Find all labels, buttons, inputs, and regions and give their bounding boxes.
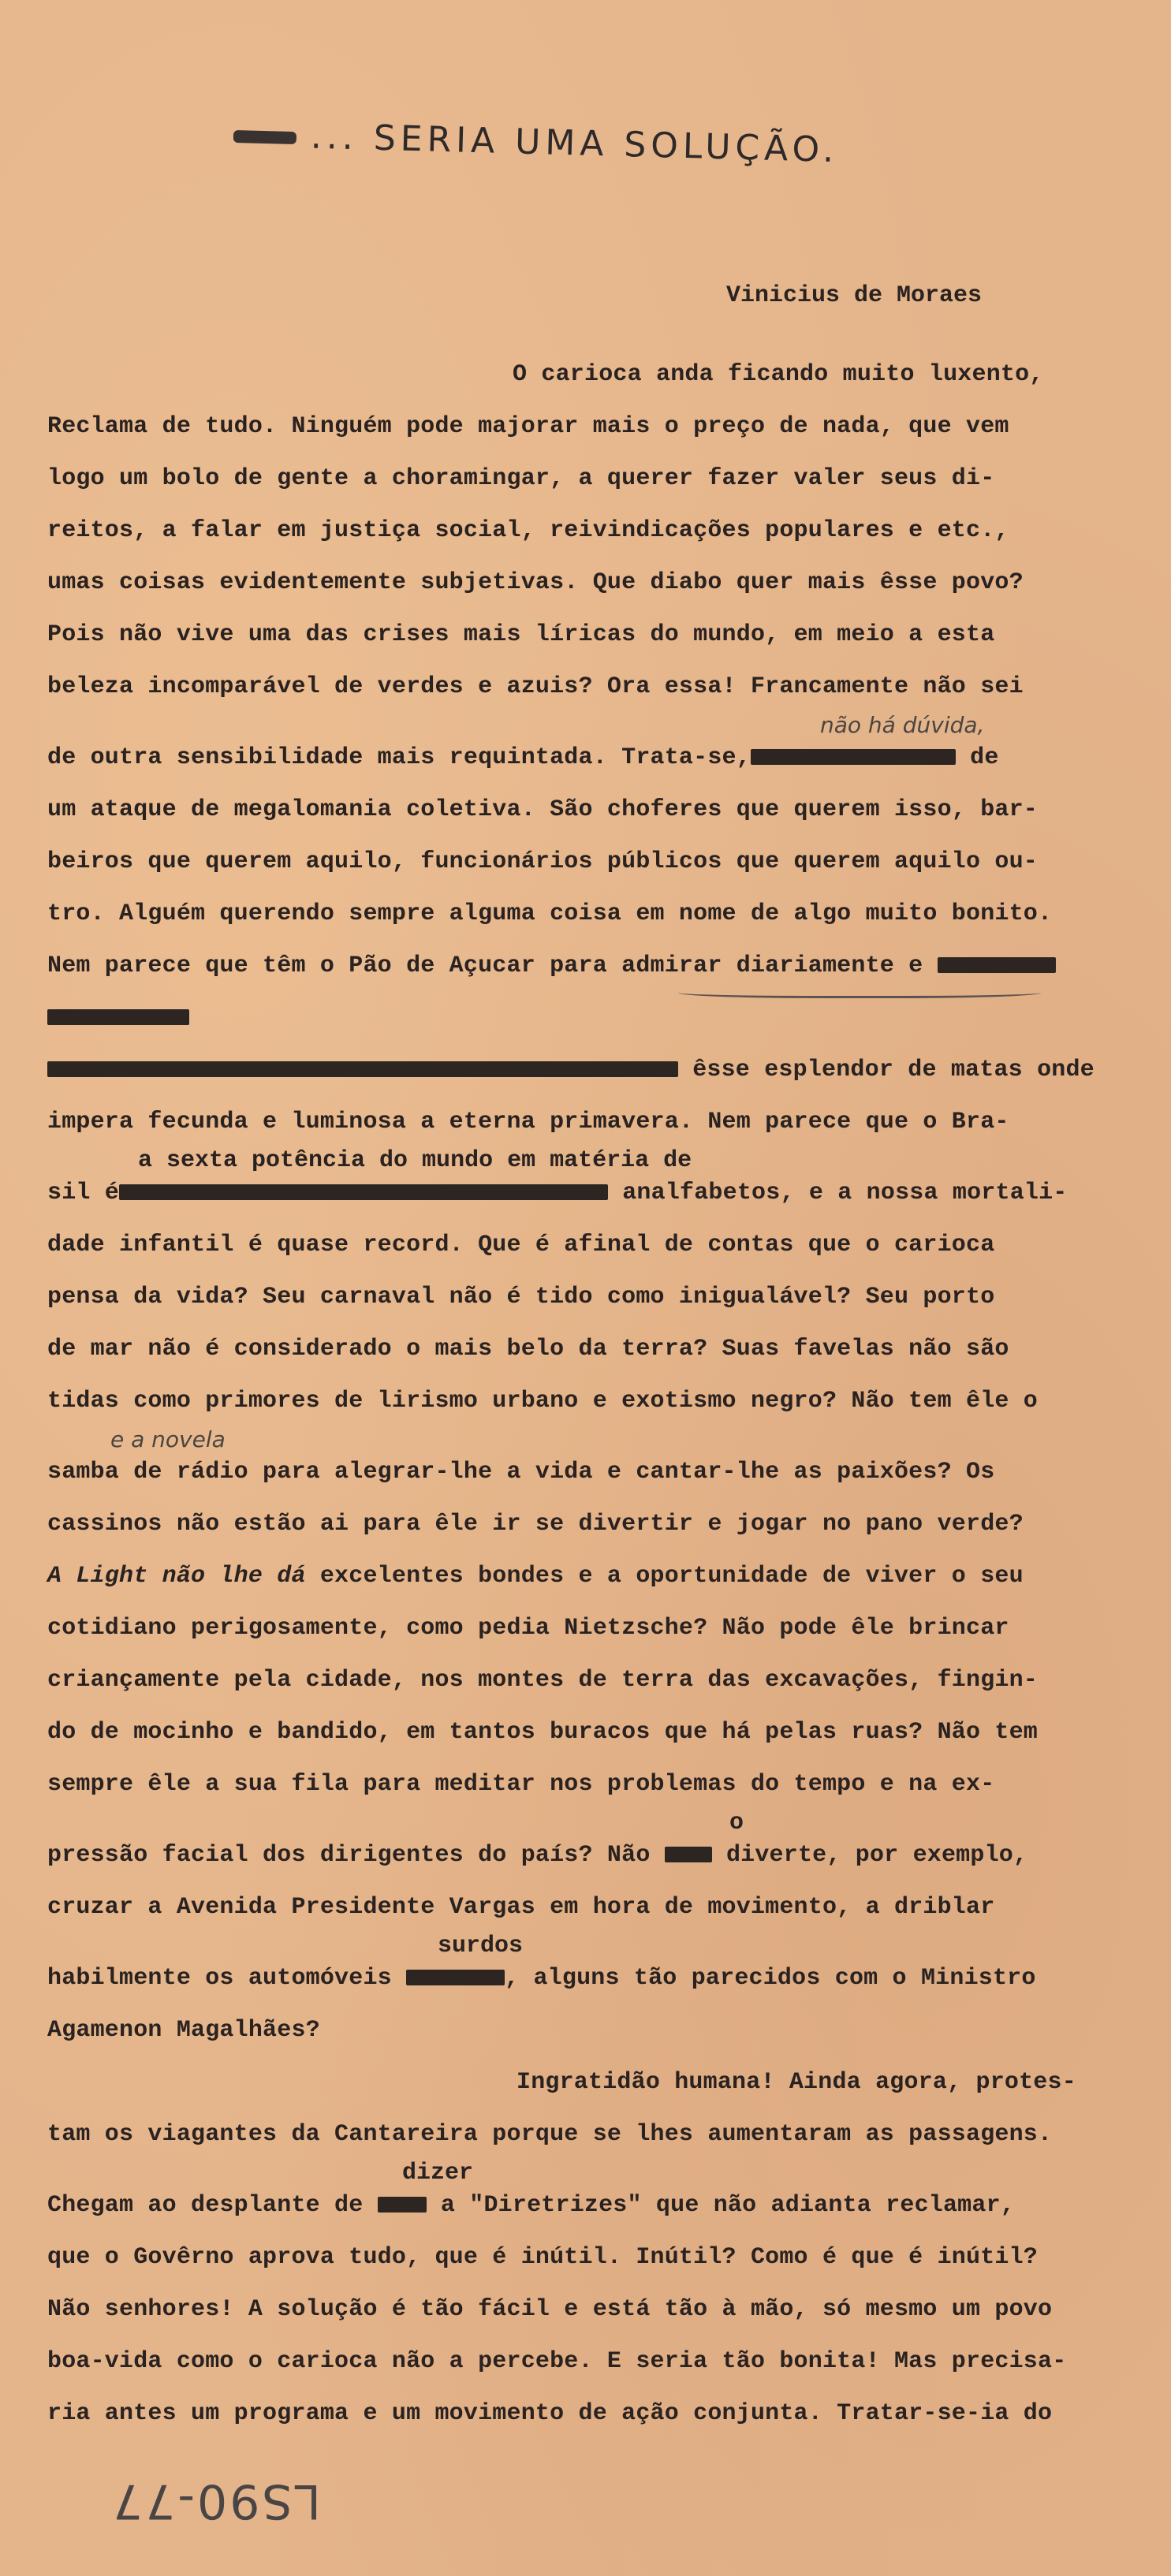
text-line: tidas como primores de lirismo urbano e exotismo negro? Não tem êle o: [47, 1388, 1039, 1415]
text-line: ria antes um programa e um movimento de ação conjunta. Tratar-se-ia do: [47, 2400, 1053, 2427]
text-line: samba de rádio para alegrar-lhe a vida e cantar-lhe as paixões? Os: [47, 1459, 995, 1486]
text-line: umas coisas evidentemente subjetivas. Que diabo quer mais êsse povo?: [47, 569, 1024, 596]
text-line: reitos, a falar em justiça social, reivindicações populares e etc.,: [47, 517, 1009, 544]
struck-word: [665, 1847, 712, 1862]
line-text: Chegam ao desplante de: [47, 2192, 364, 2219]
line-text: analfabetos, e a nossa mortali-: [622, 1180, 1068, 1206]
typed-insert: a sexta potência do mundo em matéria de: [138, 1147, 692, 1174]
struck-word: [378, 2197, 427, 2213]
text-line: Agamenon Magalhães?: [47, 2017, 320, 2044]
struck-word: [406, 1970, 505, 1985]
text-line: que o Govêrno aprova tudo, que é inútil. Inútil? Como é que é inútil?: [47, 2244, 1039, 2271]
typed-insert: dizer: [402, 2160, 474, 2186]
line-text: sil é: [47, 1180, 120, 1206]
archive-number: LS90-77: [110, 2473, 321, 2529]
text-line: logo um bolo de gente a choramingar, a querer fazer valer seus di-: [47, 465, 995, 492]
text-line: boa-vida como o carioca não a percebe. E seria tão bonita! Mas precisa-: [47, 2348, 1067, 2375]
insert-row: [0, 1147, 1171, 1174]
title-block: [233, 114, 839, 170]
text-line: [0, 1054, 1171, 1086]
title-text: ... SERIA UMA SOLUÇÃO.: [310, 116, 839, 171]
line-text: excelentes bondes e a oportunidade de viver o seu: [305, 1563, 1024, 1590]
author-name: Vinicius de Moraes: [726, 282, 983, 309]
document-title: [0, 0, 1171, 171]
line-text: de outra sensibilidade mais requintada. Trata-se,: [47, 744, 751, 771]
insert-row: [0, 1933, 1171, 1959]
text-line: Pois não vive uma das crises mais líricas do mundo, em meio a esta: [47, 621, 995, 648]
struck-word: [47, 1009, 189, 1025]
text-line: dade infantil é quase record. Que é afinal de contas que o carioca: [47, 1232, 995, 1258]
text-line: cruzar a Avenida Presidente Vargas em hora de movimento, a driblar: [47, 1894, 995, 1921]
insert-row: [0, 1810, 1171, 1836]
scribble-mark: [233, 130, 296, 144]
text-line: [0, 1177, 1171, 1209]
struck-passage: [119, 1184, 608, 1200]
text-line: pensa da vida? Seu carnaval não é tido como inigualável? Seu porto: [47, 1284, 995, 1310]
text-line: [0, 742, 1171, 774]
insert-row: [0, 712, 1171, 739]
text-line: Ingratidão humana! Ainda agora, protes-: [517, 2069, 1076, 2096]
line-text: pressão facial dos dirigentes do país? Não: [47, 1842, 651, 1869]
text-line: sempre êle a sua fila para meditar nos problemas do tempo e na ex-: [47, 1771, 995, 1798]
text-line: beiros que querem aquilo, funcionários públicos que querem aquilo ou-: [47, 848, 1039, 875]
typed-insert: surdos: [438, 1933, 524, 1959]
text-line: [0, 1963, 1171, 1994]
line-text: Nem parece que têm o Pão de Açucar para admirar diariamente e: [47, 952, 923, 979]
italic-text: A Light não lhe dá: [47, 1563, 306, 1590]
handwritten-insert: não há dúvida,: [820, 712, 985, 738]
text-line: Reclama de tudo. Ninguém pode majorar mais o preço de nada, que vem: [47, 413, 1009, 440]
line-text: diverte, por exemplo,: [725, 1842, 1028, 1869]
line-text: habilmente os automóveis: [47, 1965, 392, 1992]
text-line: tam os viagantes da Cantareira porque se lhes aumentaram as passagens.: [47, 2121, 1053, 2148]
text-line: do de mocinho e bandido, em tantos buracos que há pelas ruas? Não tem: [47, 1719, 1039, 1746]
pencil-underline: [678, 985, 1041, 998]
text-line: O carioca anda ficando muito luxento,: [513, 361, 1044, 388]
struck-word: [751, 749, 956, 765]
struck-passage: [47, 1061, 678, 1077]
line-text: êsse esplendor de matas onde: [692, 1057, 1095, 1083]
text-line: cassinos não estão ai para êle ir se divertir e jogar no pano verde?: [47, 1511, 1024, 1538]
text-line: cotidiano perigosamente, como pedia Nietzsche? Não pode êle brincar: [47, 1615, 1009, 1642]
insert-row: [0, 2160, 1171, 2186]
text-line: tro. Alguém querendo sempre alguma coisa em nome de algo muito bonito.: [47, 900, 1053, 927]
line-tail: de: [970, 744, 999, 771]
text-line: um ataque de megalomania coletiva. São choferes que querem isso, bar-: [47, 796, 1039, 823]
text-line: Não senhores! A solução é tão fácil e está tão à mão, só mesmo um povo: [47, 2296, 1053, 2323]
text-line: beleza incomparável de verdes e azuis? Ora essa! Francamente não sei: [47, 673, 1024, 700]
insert-row: [0, 1426, 1171, 1453]
document-body: [0, 359, 1171, 2429]
handwritten-insert: e a novela: [110, 1426, 226, 1452]
line-text: a "Diretrizes" que não adianta reclamar,: [440, 2192, 1015, 2219]
struck-word: [938, 957, 1056, 973]
text-line: criançamente pela cidade, nos montes de terra das excavações, fingin-: [47, 1667, 1039, 1694]
text-line: [0, 1840, 1171, 1871]
line-text: , alguns tão parecidos com o Ministro: [505, 1965, 1036, 1992]
text-line: [0, 1560, 1171, 1592]
text-line: [0, 2190, 1171, 2221]
struck-line: [0, 1002, 1171, 1034]
text-line: impera fecunda e luminosa a eterna primavera. Nem parece que o Bra-: [47, 1109, 1009, 1135]
text-line: [0, 950, 1171, 982]
text-line: de mar não é considerado o mais belo da terra? Suas favelas não são: [47, 1336, 1009, 1363]
caret-row: [0, 985, 1171, 999]
typed-insert: o: [729, 1810, 744, 1836]
